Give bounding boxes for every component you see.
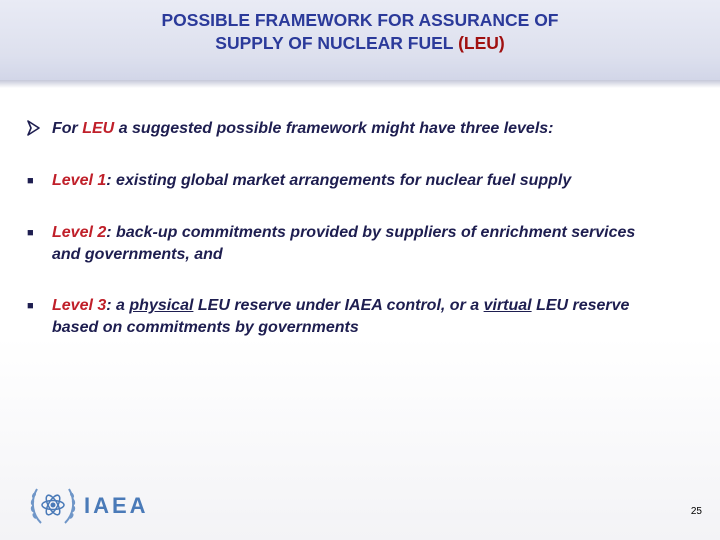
level-3-text-a: : a (106, 297, 125, 314)
header-shadow (0, 80, 720, 88)
intro-rest: a suggested possible framework might have three levels: (118, 120, 554, 137)
title-line-1: POSSIBLE FRAMEWORK FOR ASSURANCE OF (161, 10, 559, 30)
intro-text (52, 118, 554, 140)
level-2-text (52, 222, 667, 266)
square-bullet-icon: ■ (27, 227, 34, 239)
title-leu-highlight: (LEU) (458, 33, 505, 53)
level-1-text (52, 170, 571, 192)
iaea-emblem-icon (28, 483, 78, 529)
level-3-physical: physical (129, 297, 194, 314)
square-bullet-icon: ■ (27, 175, 34, 187)
level-2-label: Level 2 (52, 224, 107, 241)
level-1-description: : existing global market arrangements for nuclear fuel supply (106, 172, 572, 189)
level-1-row (27, 170, 667, 192)
level-1-label: Level 1 (52, 172, 107, 189)
iaea-logo (28, 483, 149, 529)
level-3-text (52, 295, 667, 339)
square-bullet-icon: ■ (27, 300, 34, 312)
level-3-label: Level 3 (52, 297, 107, 314)
level-3-row (27, 295, 667, 339)
logo-text: IAEA (84, 493, 149, 518)
arrow-bullet-icon (27, 118, 52, 140)
level-2-description: : back-up commitments provided by suppliers of enrichment services and governments, and (52, 224, 636, 263)
level-2-row (27, 222, 667, 266)
intro-bullet-row (27, 118, 667, 140)
page-number: 25 (690, 506, 702, 517)
title-line-2-text: SUPPLY OF NUCLEAR FUEL (215, 33, 454, 53)
level-3-text-b: LEU reserve under IAEA control, or a (197, 297, 480, 314)
level-3-text-c: LEU reserve based on commitments by governments (52, 297, 630, 336)
title-line-2 (60, 32, 660, 55)
intro-prefix: For (52, 120, 78, 137)
slide-title (60, 9, 660, 55)
intro-leu: LEU (82, 120, 115, 137)
level-3-virtual: virtual (483, 297, 532, 314)
